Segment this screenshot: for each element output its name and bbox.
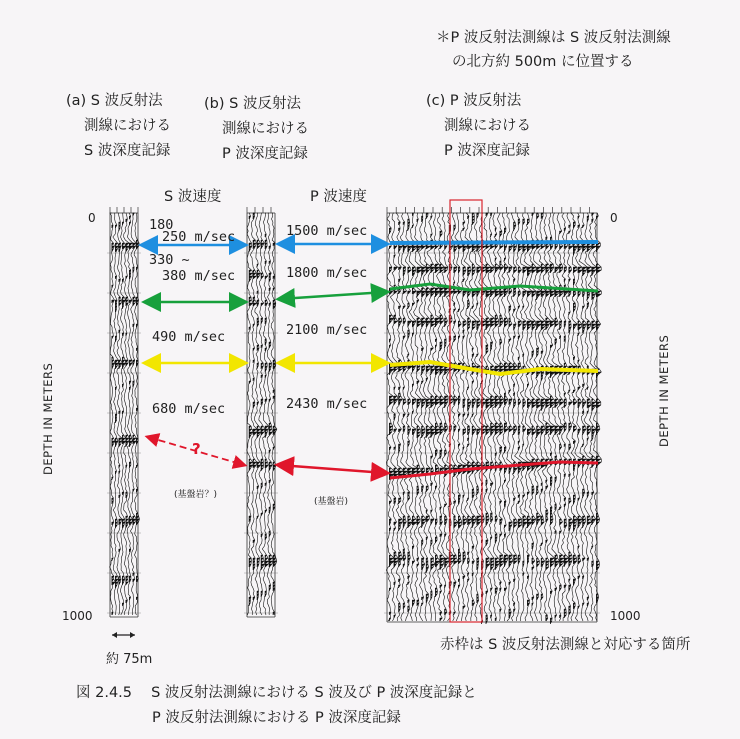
red-frame-note: 赤枠は S 波反射法測線と対応する箇所 (440, 637, 691, 653)
scale-label: 約 75m (106, 652, 153, 667)
p-velocity-4: 2430 m/sec (286, 396, 368, 412)
panel-b-line2: 測線における (222, 121, 309, 137)
panel-a-line2: 測線における (84, 118, 171, 134)
s-velocity-header: S 波速度 (164, 189, 222, 205)
right-depth-top: 0 (610, 211, 618, 225)
panel-b-line1: (b) S 波反射法 (204, 96, 301, 112)
blue-horizon (390, 242, 598, 243)
bedrock-label-right: (基盤岩) (314, 497, 349, 507)
panel-a-section (107, 207, 141, 617)
panel-c-line3: P 波深度記録 (444, 143, 530, 159)
figure-caption-line2: P 波反射法測線における P 波深度記録 (152, 710, 401, 726)
bedrock-label-left: (基盤岩？) (174, 490, 218, 500)
panel-c-section (384, 207, 601, 624)
panel-b-section (244, 207, 278, 617)
left-depth-axis-label: DEPTH IN METERS (41, 362, 55, 475)
s-velocity-5: 490 m/sec (152, 329, 226, 345)
panel-a-line3: S 波深度記録 (84, 143, 171, 159)
panel-c-line1: (c) P 波反射法 (426, 93, 522, 109)
s-velocity-3: 330 ~ (149, 252, 190, 268)
s-velocity-6: 680 m/sec (152, 401, 226, 417)
panel-a-line1: (a) S 波反射法 (66, 93, 163, 109)
panel-c-line2: 測線における (444, 118, 531, 134)
figure-caption-line1: 図 2.4.5 S 波反射法測線における S 波及び P 波深度記録と (76, 685, 477, 701)
p-velocity-2: 1800 m/sec (286, 265, 368, 281)
p-velocity-header: P 波速度 (310, 189, 367, 205)
question-mark: ? (192, 440, 201, 458)
green-arrow-right (280, 292, 386, 299)
red-horizon (390, 462, 598, 478)
p-velocity-3: 2100 m/sec (286, 322, 368, 338)
right-depth-bottom: 1000 (610, 609, 641, 623)
s-velocity-1: 180 (149, 217, 174, 233)
left-depth-top: 0 (88, 211, 96, 225)
left-depth-bottom: 1000 (62, 609, 93, 623)
s-velocity-2: 250 m/sec (162, 229, 236, 245)
location-note-line1: ＊P 波反射法測線は S 波反射法測線 (436, 30, 671, 46)
panel-b-line3: P 波深度記録 (222, 146, 308, 162)
s-velocity-4: 380 m/sec (162, 268, 236, 284)
green-horizon (390, 284, 598, 291)
p-velocity-1: 1500 m/sec (286, 223, 368, 239)
location-note-line2: の北方約 500m に位置する (452, 54, 634, 70)
right-depth-axis-label: DEPTH IN METERS (657, 334, 671, 447)
red-arrow-right (279, 465, 386, 473)
